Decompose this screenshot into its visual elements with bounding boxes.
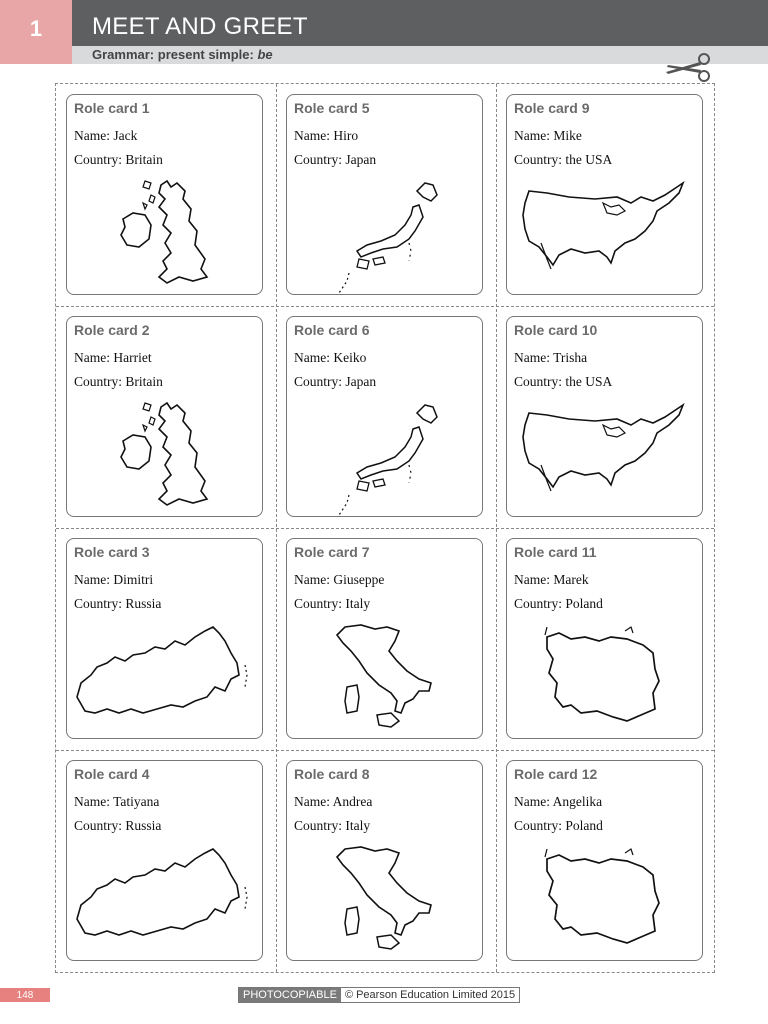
role-card-name: Name: Jack (74, 128, 138, 143)
role-card (286, 760, 483, 961)
map-italy (287, 617, 482, 737)
photocopiable-label: PHOTOCOPIABLE (239, 988, 341, 1002)
role-card-name: Name: Trisha (514, 350, 588, 365)
role-card-name: Name: Dimitri (74, 572, 154, 587)
role-card-name: Name: Angelika (514, 794, 603, 809)
map-russia (67, 839, 262, 959)
role-card-title: Role card 2 (74, 322, 150, 338)
role-card-sheet (55, 83, 715, 973)
role-card-name: Name: Giuseppe (294, 572, 385, 587)
subtitle-prefix: Grammar: present simple: (92, 47, 258, 62)
role-card-name: Name: Marek (514, 572, 589, 587)
role-card (286, 316, 483, 517)
map-poland (507, 839, 702, 959)
role-card (66, 760, 263, 961)
role-card (506, 94, 703, 295)
role-card-name: Name: Harriet (74, 350, 152, 365)
role-card-country: Country: Italy (294, 596, 371, 611)
role-card (66, 316, 263, 517)
role-card-country: Country: Japan (294, 374, 377, 389)
role-card-country: Country: Russia (74, 818, 162, 833)
role-card-title: Role card 5 (294, 100, 370, 116)
role-card-title: Role card 4 (74, 766, 150, 782)
cut-line (56, 750, 714, 751)
role-card-name: Name: Hiro (294, 128, 359, 143)
role-card-title: Role card 10 (514, 322, 598, 338)
scissors-icon (664, 52, 714, 84)
map-japan (287, 173, 482, 293)
role-card-country: Country: Japan (294, 152, 377, 167)
page-title: MEET AND GREET (92, 13, 308, 40)
role-card (286, 94, 483, 295)
role-card (66, 538, 263, 739)
page-subtitle (92, 47, 273, 62)
role-card-name: Name: Mike (514, 128, 582, 143)
cut-line (56, 528, 714, 529)
role-card-country: Country: Italy (294, 818, 371, 833)
page-number (0, 988, 50, 1002)
role-card-country: Country: the USA (514, 374, 613, 389)
role-card-country: Country: the USA (514, 152, 613, 167)
page-number-text: 148 (16, 989, 34, 1001)
map-britain (67, 395, 262, 515)
role-card (506, 538, 703, 739)
copyright-notice (238, 987, 520, 1003)
role-card-title: Role card 3 (74, 544, 150, 560)
role-card-title: Role card 6 (294, 322, 370, 338)
copyright-text: © Pearson Education Limited 2015 (344, 989, 516, 1001)
role-card-title: Role card 11 (514, 544, 597, 560)
role-card-name: Name: Tatiyana (74, 794, 160, 809)
role-card (506, 760, 703, 961)
map-russia (67, 617, 262, 737)
role-card-title: Role card 7 (294, 544, 370, 560)
role-card-country: Country: Russia (74, 596, 162, 611)
map-usa (507, 395, 702, 515)
unit-number: 1 (29, 16, 43, 41)
role-card-name: Name: Andrea (294, 794, 373, 809)
map-japan (287, 395, 482, 515)
role-card-title: Role card 9 (514, 100, 590, 116)
unit-number-tab (0, 0, 72, 64)
map-poland (507, 617, 702, 737)
role-card (286, 538, 483, 739)
role-card-title: Role card 12 (514, 766, 598, 782)
role-card-country: Country: Poland (514, 596, 603, 611)
role-card (506, 316, 703, 517)
role-card-name: Name: Keiko (294, 350, 367, 365)
role-card-title: Role card 1 (74, 100, 150, 116)
role-card-title: Role card 8 (294, 766, 370, 782)
role-card (66, 94, 263, 295)
map-usa (507, 173, 702, 293)
map-italy (287, 839, 482, 959)
subtitle-emphasis: be (257, 47, 273, 62)
role-card-country: Country: Britain (74, 152, 163, 167)
role-card-country: Country: Britain (74, 374, 163, 389)
role-card-country: Country: Poland (514, 818, 603, 833)
map-britain (67, 173, 262, 293)
cut-line (56, 306, 714, 307)
